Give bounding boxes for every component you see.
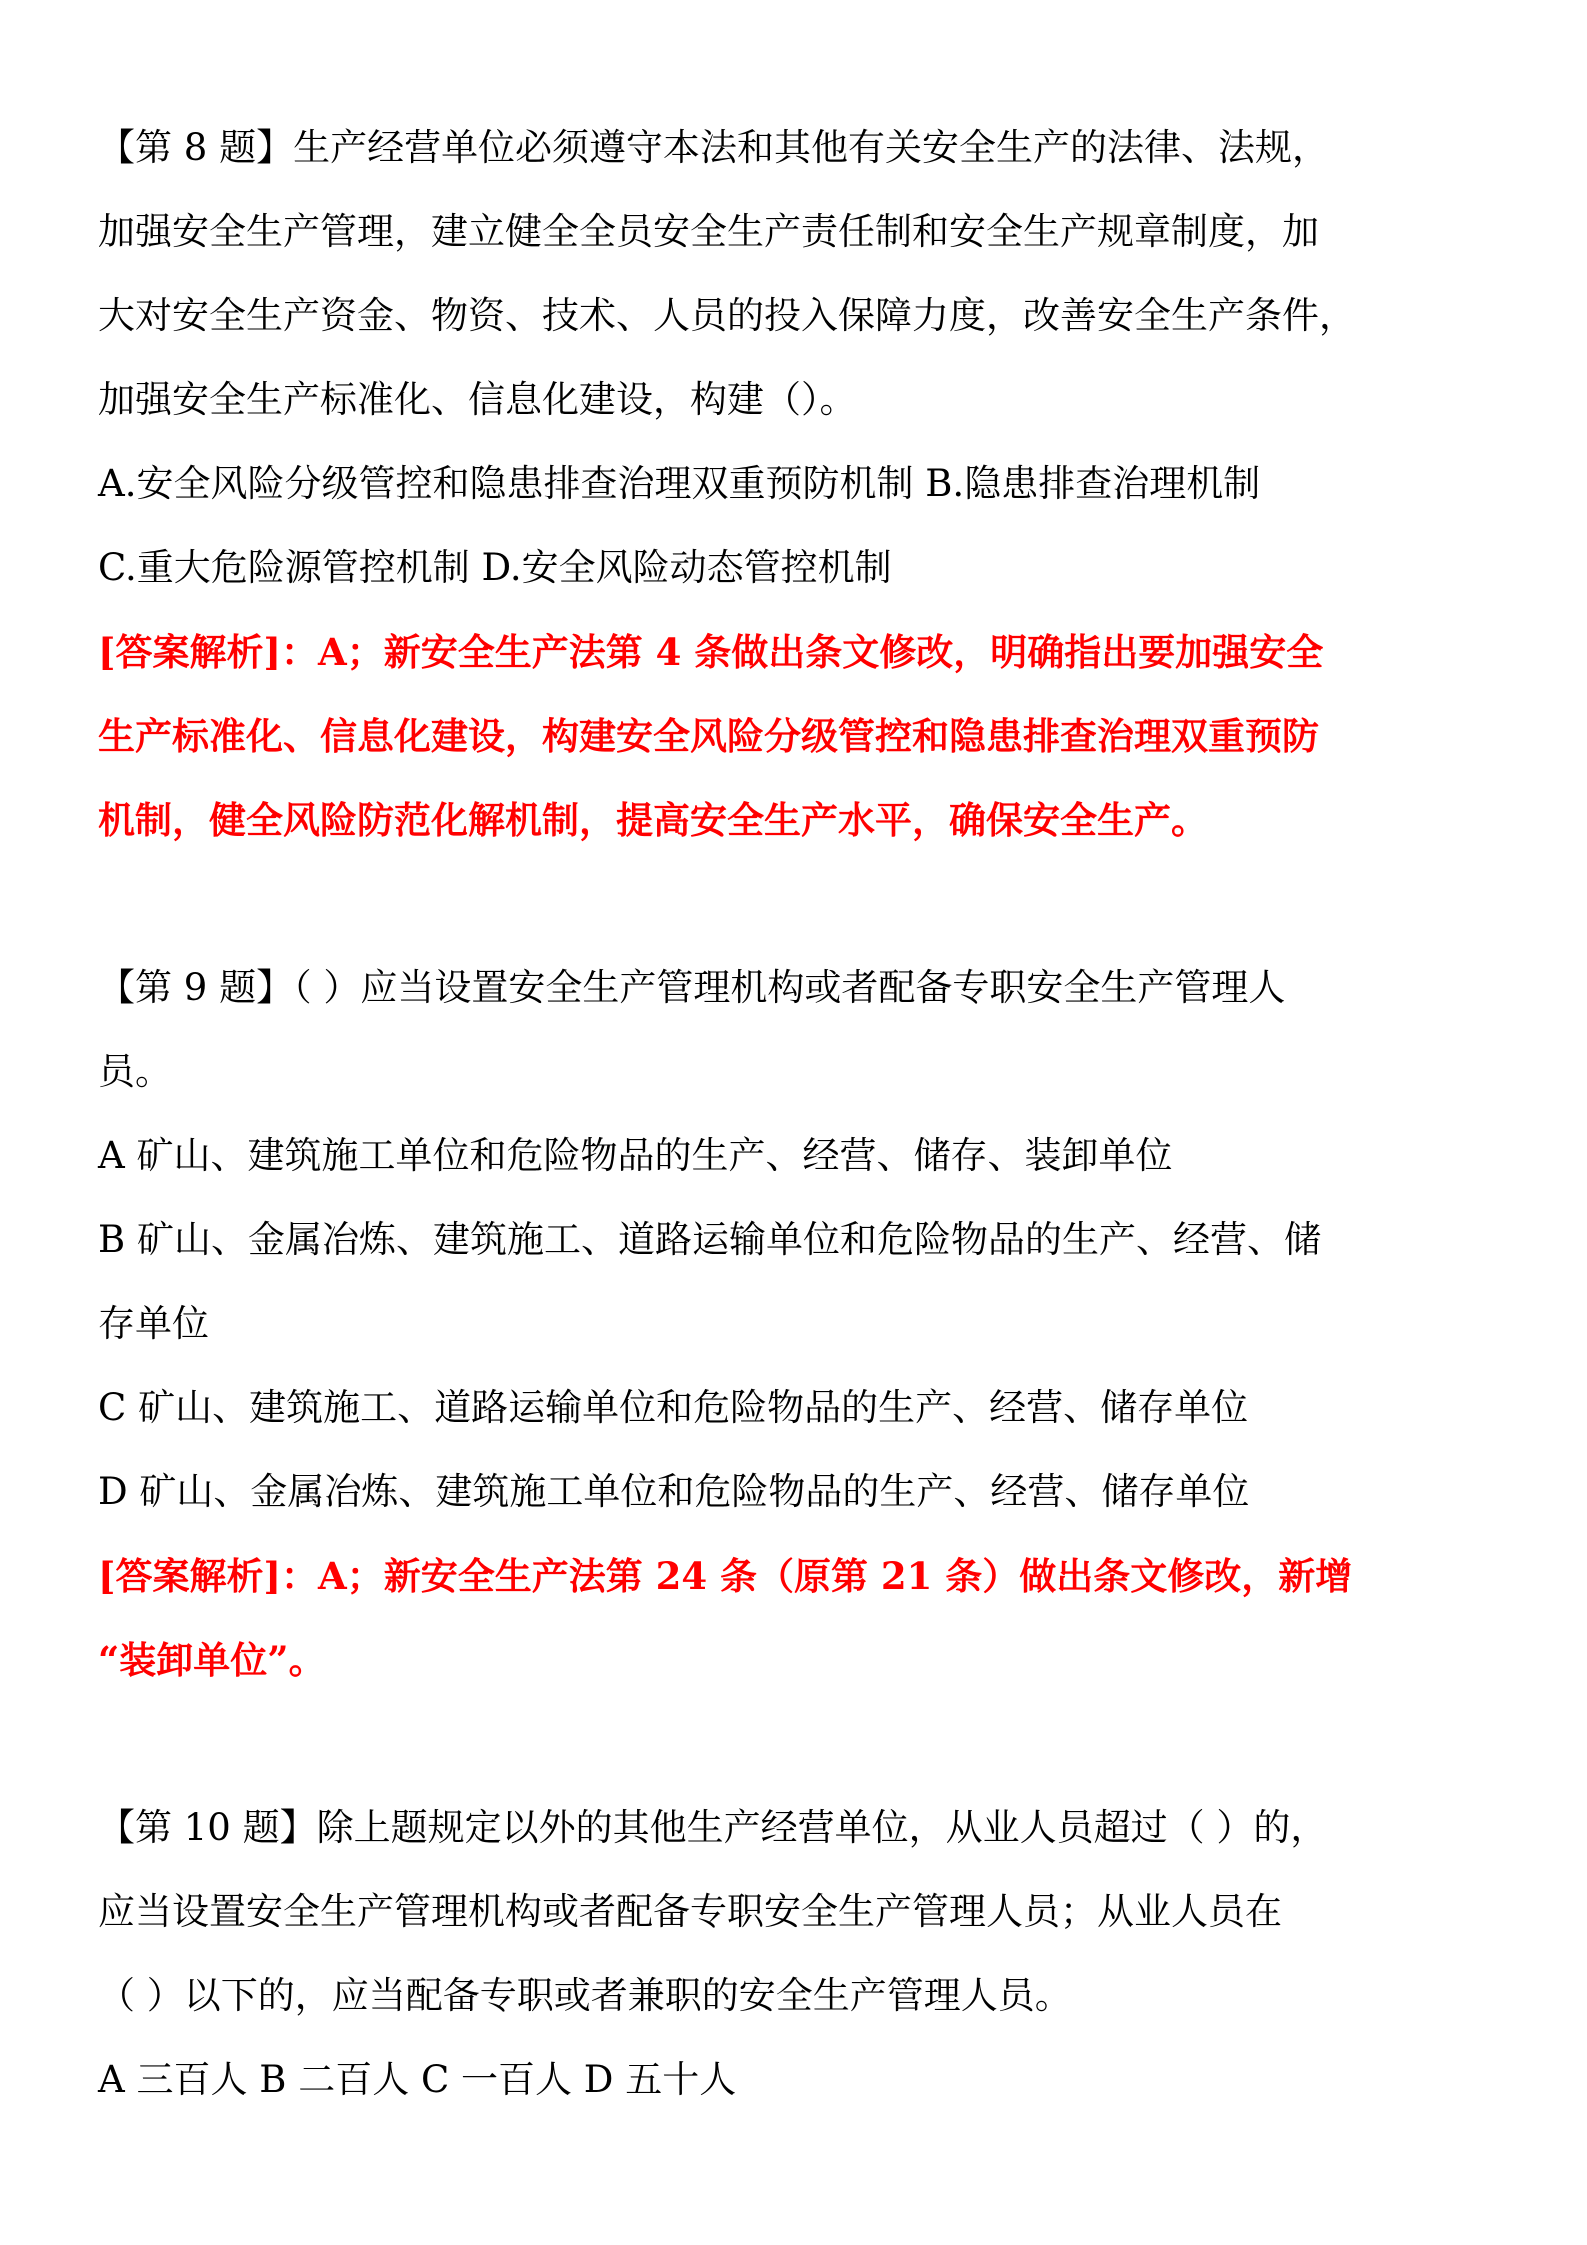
question-stem-line: 【第 8 题】生产经营单位必须遵守本法和其他有关安全生产的法律、法规，	[98, 126, 1330, 169]
option-line: A 矿山、建筑施工单位和危险物品的生产、经营、储存、装卸单位	[98, 1134, 1173, 1177]
option-line: 存单位	[98, 1302, 209, 1345]
document-page	[98, 106, 1498, 2122]
option-line: C.重大危险源管控机制 D.安全风险动态管控机制	[98, 546, 892, 589]
question-stem-line: 应当设置安全生产管理机构或者配备专职安全生产管理人员；从业人员在	[98, 1890, 1282, 1933]
option-line: C 矿山、建筑施工、道路运输单位和危险物品的生产、经营、储存单位	[98, 1386, 1249, 1429]
spacer	[98, 1702, 1498, 1786]
question-stem-line: 员。	[98, 1050, 172, 1093]
option-line: D 矿山、金属冶炼、建筑施工单位和危险物品的生产、经营、储存单位	[98, 1470, 1250, 1513]
answer-explanation-line: [答案解析]：A；新安全生产法第 4 条做出条文修改，明确指出要加强安全	[98, 630, 1324, 674]
option-line: B 矿山、金属冶炼、建筑施工、道路运输单位和危险物品的生产、经营、储	[98, 1218, 1321, 1261]
answer-explanation-line: “装卸单位”。	[98, 1638, 326, 1682]
question-10	[98, 1786, 1498, 2122]
question-stem-line: 大对安全生产资金、物资、技术、人员的投入保障力度，改善安全生产条件，	[98, 294, 1356, 337]
question-stem-line: 【第 10 题】除上题规定以外的其他生产经营单位，从业人员超过（ ）的，	[98, 1806, 1328, 1849]
question-stem-line: 【第 9 题】（ ）应当设置安全生产管理机构或者配备专职安全生产管理人	[98, 966, 1286, 1009]
answer-explanation-line: [答案解析]：A；新安全生产法第 24 条（原第 21 条）做出条文修改，新增	[98, 1554, 1353, 1598]
question-stem-line: 加强安全生产标准化、信息化建设，构建（）。	[98, 378, 857, 421]
answer-explanation-line: 机制，健全风险防范化解机制，提高安全生产水平，确保安全生产。	[98, 798, 1208, 842]
option-line: A 三百人 B 二百人 C 一百人 D 五十人	[98, 2058, 737, 2101]
question-stem-line: 加强安全生产管理，建立健全全员安全生产责任制和安全生产规章制度，加	[98, 210, 1319, 253]
question-8	[98, 106, 1498, 862]
option-line: A.安全风险分级管控和隐患排查治理双重预防机制 B.隐患排查治理机制	[98, 462, 1261, 505]
question-stem-line: （ ）以下的，应当配备专职或者兼职的安全生产管理人员。	[98, 1974, 1072, 2017]
question-9	[98, 946, 1498, 1702]
answer-explanation-line: 生产标准化、信息化建设，构建安全风险分级管控和隐患排查治理双重预防	[98, 714, 1319, 758]
spacer	[98, 862, 1498, 946]
